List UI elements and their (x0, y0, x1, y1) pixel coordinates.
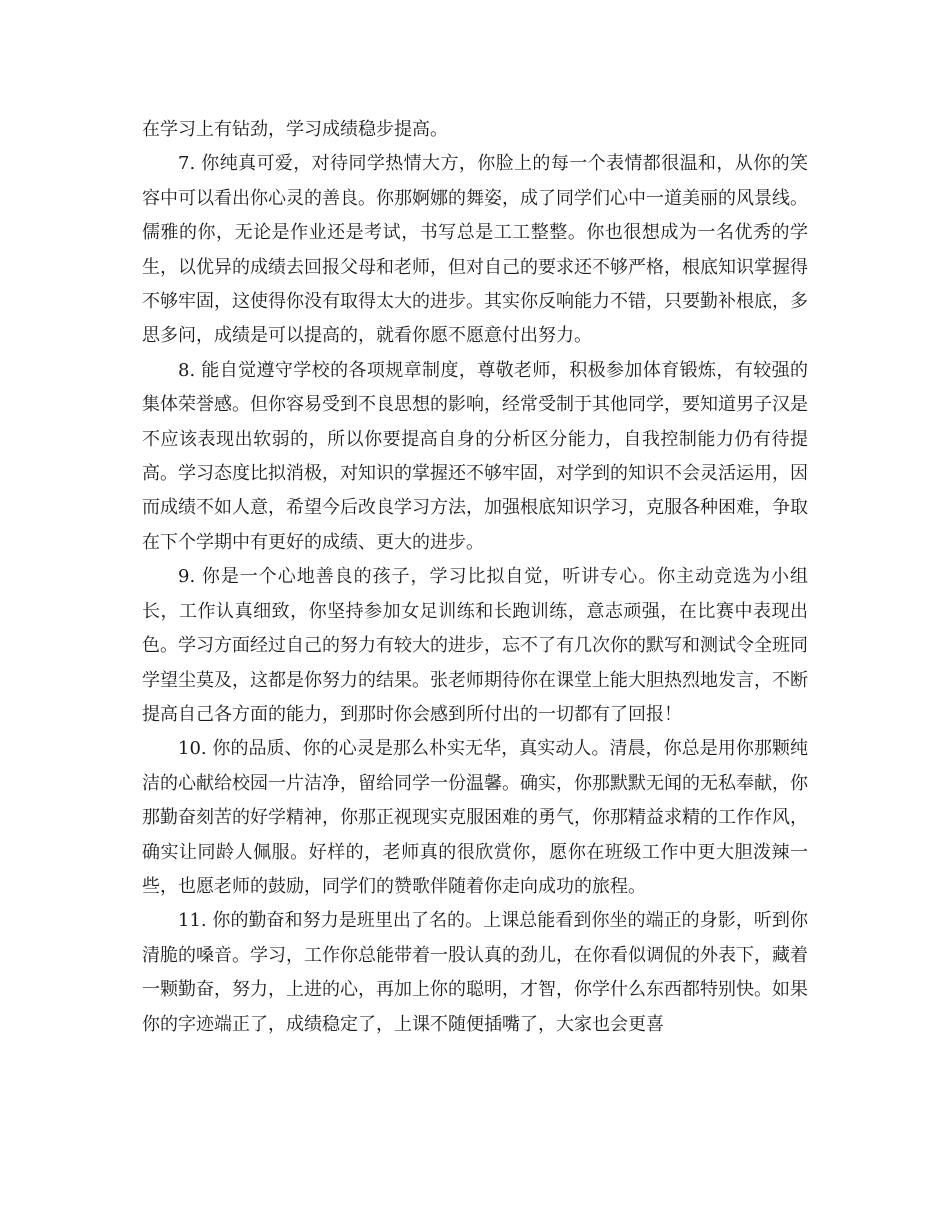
paragraph-comment-10: 10. 你的品质、你的心灵是那么朴实无华，真实动人。清晨，你总是用你那颗纯洁的心献给校园一片洁净，留给同学一份温馨。确实，你那默默无闻的无私奉献，你那勤奋刻苦的好学精神，你那正视现实克服困难的勇气，你那精益求精的工作作风，确实让同龄人佩服。好样的，老师真的很欣赏你，愿你在班级工作中更大胆泼辣一些，也愿老师的鼓励，同学们的赞歌伴随着你走向成功的旅程。 (142, 738, 808, 897)
paragraph-comment-9: 9. 你是一个心地善良的孩子，学习比拟自觉，听讲专心。你主动竞选为小组长，工作认真细致，你坚持参加女足训练和长跑训练，意志顽强，在比赛中表现出色。学习方面经过自己的努力有较大的进步，忘不了有几次你的默写和测试令全班同学望尘莫及，这都是你努力的结果。张老师期待你在课堂上能大胆热烈地发言，不断提高自己各方面的能力，到那时你会感到所付出的一切都有了回报！ (142, 566, 808, 725)
paragraph-continuation: 在学习上有钻劲，学习成绩稳步提高。 (142, 119, 448, 140)
document-body (142, 113, 808, 1042)
paragraph-comment-7: 7. 你纯真可爱，对待同学热情大方，你脸上的每一个表情都很温和，从你的笑容中可以看出你心灵的善良。你那婀娜的舞姿，成了同学们心中一道美丽的风景线。儒雅的你，无论是作业还是考试，书写总是工工整整。你也很想成为一名优秀的学生，以优异的成绩去回报父母和老师，但对自己的要求还不够严格，根底知识掌握得不够牢固，这使得你没有取得太大的进步。其实你反响能力不错，只要勤补根底，多思多问，成绩是可以提高的，就看你愿不愿意付出努力。 (142, 153, 808, 347)
paragraph-comment-11: 11. 你的勤奋和努力是班里出了名的。上课总能看到你坐的端正的身影，听到你清脆的嗓音。学习，工作你总能带着一股认真的劲儿，在你看似调侃的外表下，藏着一颗勤奋，努力，上进的心，再加上你的聪明，才智，你学什么东西都特别快。如果你的字迹端正了，成绩稳定了，上课不随便插嘴了，大家也会更喜 (142, 910, 808, 1035)
paragraph-comment-8: 8. 能自觉遵守学校的各项规章制度，尊敬老师，积极参加体育锻炼，有较强的集体荣誉感。但你容易受到不良思想的影响，经常受制于其他同学，要知道男子汉是不应该表现出软弱的，所以你要提高自身的分析区分能力，自我控制能力仍有待提高。学习态度比拟消极，对知识的掌握还不够牢固，对学到的知识不会灵活运用，因而成绩不如人意，希望今后改良学习方法，加强根底知识学习，克服各种困难，争取在下个学期中有更好的成绩、更大的进步。 (142, 359, 808, 553)
